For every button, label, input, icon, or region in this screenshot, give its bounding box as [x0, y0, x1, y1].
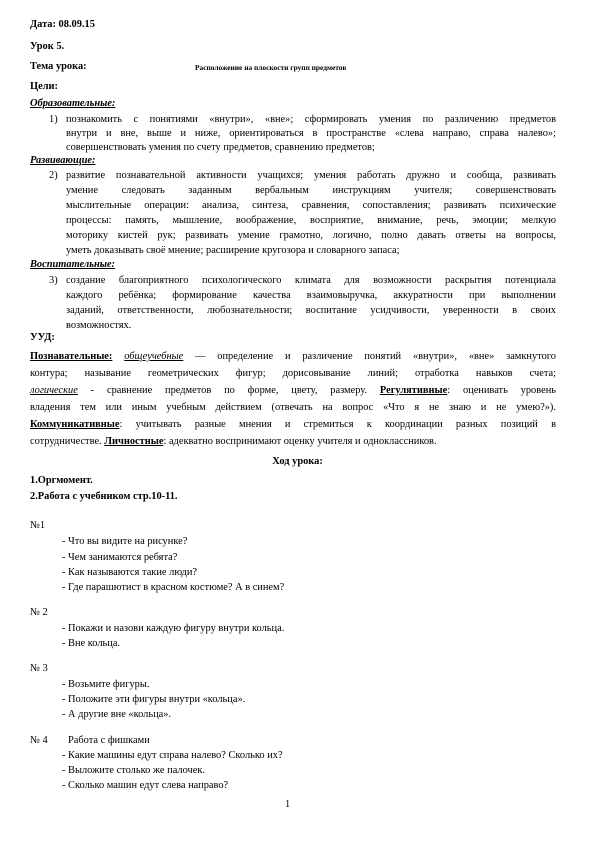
uud-line-1 — [30, 350, 556, 363]
regulatory-label: Регулятивные — [379, 385, 448, 396]
task3-question: - Возьмите фигуры. — [62, 679, 150, 690]
educational-heading: Образовательные: — [30, 98, 116, 109]
item2-line: умение следовать заданным вербальным инструкциям учителя; совершенствовать — [66, 185, 556, 196]
step-orgmoment: 1.Оргмомент. — [30, 475, 93, 486]
uud-line-1-text: — определение и различение понятий «внутри», «вне» замкнутого — [183, 351, 556, 362]
uud-line-5 — [30, 418, 556, 431]
item3-line: создание благоприятного психологического климата для возможности раскрытия потенциала — [66, 275, 556, 286]
item1-line: познакомить с понятиями «внутри», «вне»; сформировать умения по различению предметов — [66, 114, 556, 125]
page-number: 1 — [285, 799, 291, 810]
task2-question: - Покажи и назови каждую фигуру внутри кольца. — [62, 623, 285, 634]
item2-number: 2) — [49, 170, 58, 181]
item1-line: совершенствовать умения по счету предметов, сравнению предметов; — [66, 142, 375, 153]
uud-line-4: владения тем или иным учебным действием (отвечать на вопрос «Что я не знаю и не умею?»). — [30, 402, 556, 413]
task1-number: №1 — [30, 520, 46, 531]
task3-question: - А другие вне «кольца». — [62, 709, 172, 720]
item2-line: уметь доказывать своё мнение; расширение кругозора и словарного запаса; — [66, 245, 400, 256]
task2-number: № 2 — [30, 607, 48, 618]
uud-line-2: контура; называние геометрических фигур; дорисовывание линий; отработка навыков счета; — [30, 368, 556, 379]
uud-heading: УУД: — [30, 332, 55, 343]
task3-question: - Положите эти фигуры внутри «кольца». — [62, 694, 246, 705]
item2-line: моторику кистей рук; развивать умение грамотно, логично, полно давать ответы на вопросы, — [66, 230, 556, 241]
topic-label: Тема урока: — [30, 61, 87, 72]
item3-line: заданий, ответственности, любознательности; воспитание усидчивости, уверенности в своих — [66, 305, 556, 316]
lesson-number: Урок 5. — [30, 41, 65, 52]
task3-number: № 3 — [30, 663, 48, 674]
task1-question: - Чем занимаются ребята? — [62, 552, 178, 563]
lesson-course-heading: Ход урока: — [272, 456, 323, 467]
personal-label: Личностные — [104, 436, 164, 447]
task1-question: - Что вы видите на рисунке? — [62, 536, 188, 547]
step-textbook: 2.Работа с учебником стр.10-11. — [30, 491, 178, 502]
item3-line: каждого ребёнка; формирование качества взаимовыручка, аккуратности при выполнении — [66, 290, 556, 301]
uud-line-3-end: : оценивать уровень — [447, 385, 557, 396]
task4-question: - Выложите столько же палочек. — [62, 765, 206, 776]
logical-label: логические — [30, 385, 78, 396]
lesson-topic: Расположение на плоскости групп предметов — [195, 63, 347, 72]
item3-number: 3) — [49, 275, 58, 286]
general-label: общеучебные — [124, 351, 184, 362]
item2-line: мыслительные операции: анализа, синтеза, сравнения, сопоставления; развивать психические — [66, 200, 556, 211]
task4-question: - Сколько машин едут слева направо? — [62, 780, 229, 791]
lesson-date: Дата: 08.09.15 — [30, 19, 95, 30]
uud-line-6 — [30, 435, 437, 448]
uud-line-3 — [30, 384, 556, 397]
communicative-label: Коммуникативные — [30, 419, 120, 430]
uud-line-6-text: : адекватно воспринимают оценку учителя и одноклассников. — [163, 436, 437, 447]
task4-title: Работа с фишками — [68, 735, 150, 746]
uud-line-6-start: сотрудничестве. — [30, 436, 105, 447]
developmental-heading: Развивающие: — [30, 155, 96, 166]
task2-question: - Вне кольца. — [62, 638, 121, 649]
upbringing-heading: Воспитательные: — [30, 259, 116, 270]
item2-line: процессы: память, мышление, воображение, восприятие, внимание, речь, эмоции; мелкую — [66, 215, 556, 226]
item2-line: развитие познавательной активности учащихся; умения работать дружно и сообща, развивать — [66, 170, 556, 181]
uud-line-3-text: - сравнение предметов по форме, цвету, размеру. — [77, 385, 380, 396]
task1-question: - Где парашютист в красном костюме? А в синем? — [62, 582, 285, 593]
item1-number: 1) — [49, 114, 58, 125]
cognitive-label: Познавательные: — [30, 351, 113, 362]
goals-heading: Цели: — [30, 81, 58, 92]
uud-line-5-text: : учитывать разные мнения и стремиться к координации разных позиций в — [119, 419, 556, 430]
item1-line: внутри и вне, выше и ниже, ориентироваться в пространстве «слева направо, справа налево»; — [66, 128, 556, 139]
task1-question: - Как называются такие люди? — [62, 567, 198, 578]
task4-number: № 4 — [30, 735, 48, 746]
task4-question: - Какие машины едут справа налево? Сколько их? — [62, 750, 283, 761]
item3-line: возможностях. — [66, 320, 132, 331]
